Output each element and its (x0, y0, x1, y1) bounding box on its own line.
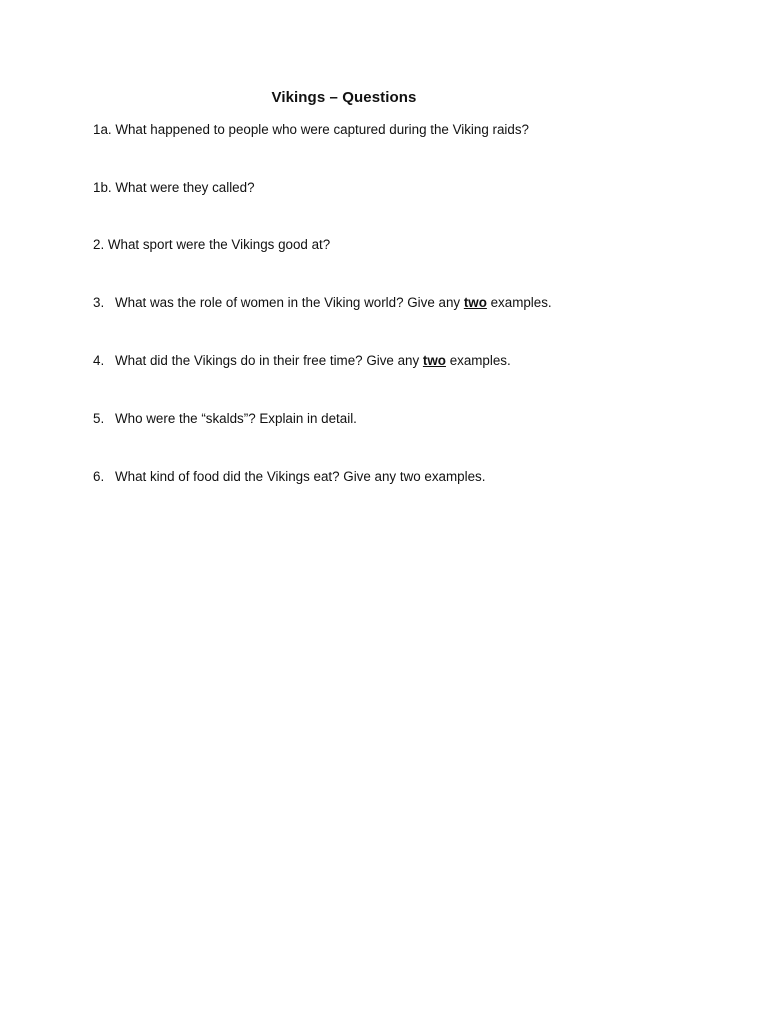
emphasis-word: two (422, 353, 446, 368)
question-text: What was the role of women in the Viking world? Give any (115, 295, 464, 310)
question-2: 2. What sport were the Vikings good at? (93, 237, 331, 252)
emphasis-word: two (463, 295, 487, 310)
question-text-end: examples. (486, 295, 552, 310)
question-text: What kind of food did the Vikings eat? Give any two examples. (115, 469, 486, 484)
question-3 (93, 294, 552, 312)
page-title: Vikings – Questions (271, 89, 417, 106)
question-text-end: examples. (445, 353, 511, 368)
question-5 (93, 410, 357, 428)
question-text: What did the Vikings do in their free time? Give any (115, 353, 423, 368)
question-1a: 1a. What happened to people who were captured during the Viking raids? (93, 122, 529, 137)
question-6 (93, 468, 485, 486)
question-number: 6. (93, 469, 105, 484)
question-text: Who were the “skalds”? Explain in detail. (115, 411, 357, 426)
question-1b: 1b. What were they called? (93, 180, 255, 195)
question-number: 4. (93, 353, 105, 368)
question-number: 5. (93, 411, 105, 426)
question-4 (93, 352, 511, 370)
question-number: 3. (93, 295, 105, 310)
